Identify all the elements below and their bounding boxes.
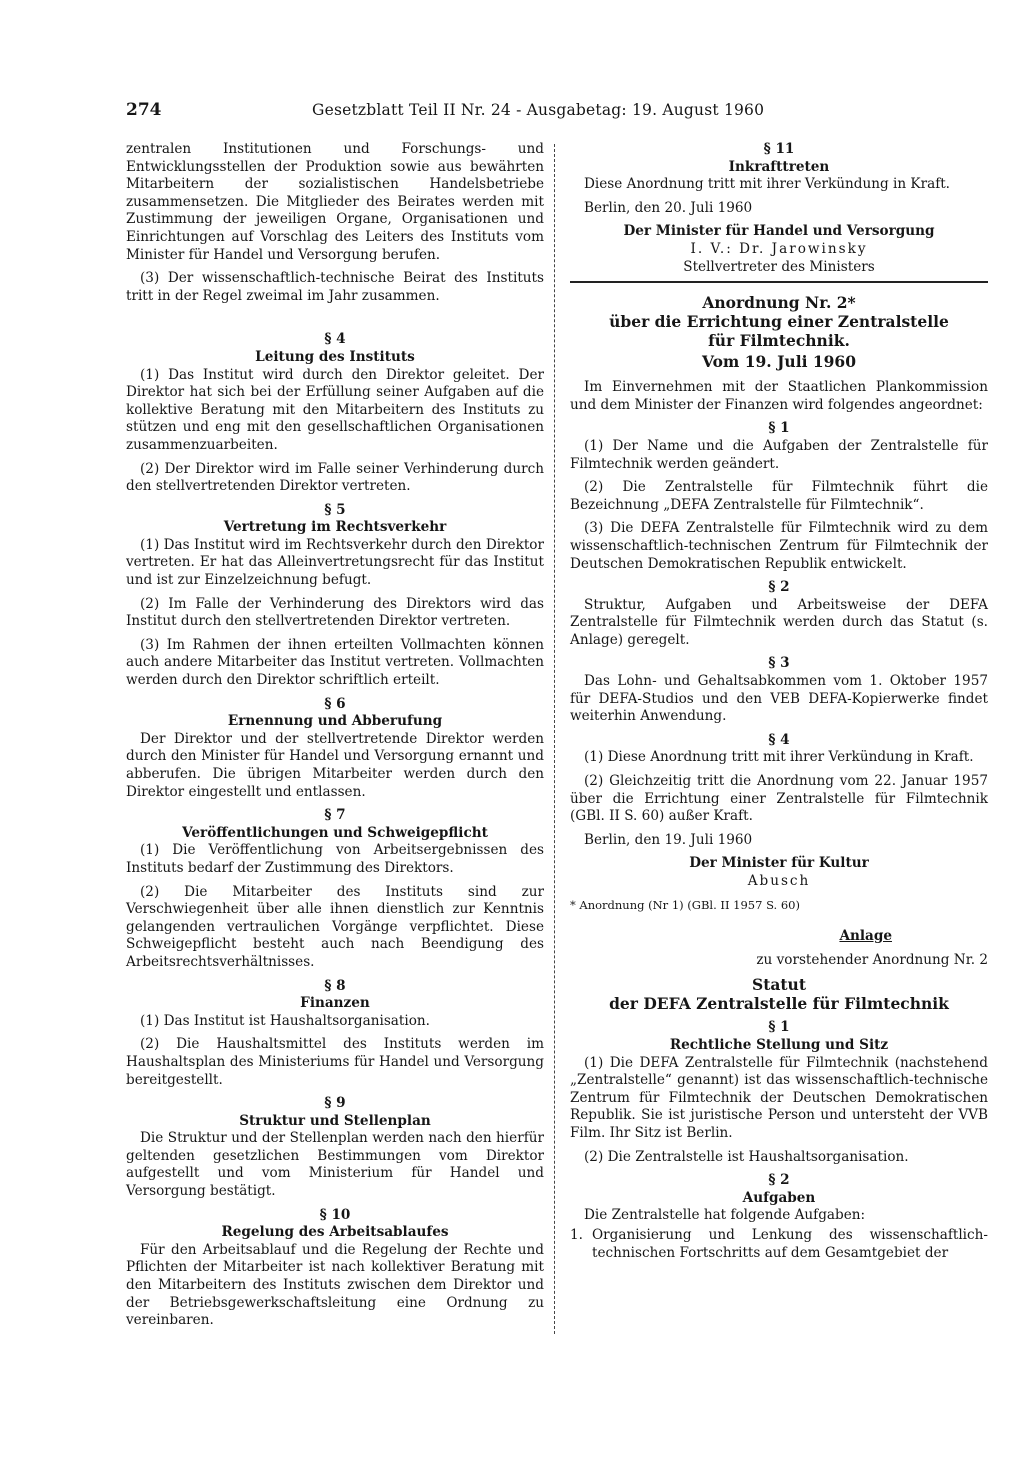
paragraph: Für den Arbeitsablauf und die Regelung der Rechte und Pflichten der Mitarbeiter ist nach kollektiver Beratung mit den Mitarbeitern des Instituts zwischen dem Direktor und der Betriebsgewerkschaftsleitung eine Ordnung zu vereinbaren. [126, 1241, 544, 1329]
column-divider [554, 144, 555, 1334]
section-heading: Ernennung und Abberufung [227, 713, 443, 730]
list-number: 1. [570, 1226, 583, 1243]
paragraph: (2) Im Falle der Verhinderung des Direktors wird das Institut durch den stellvertretenden Direktor vertreten. [126, 595, 544, 630]
paragraph: Das Lohn- und Gehaltsabkommen vom 1. Oktober 1957 für DEFA-Studios und den VEB DEFA-Kopierwerke findet weiterhin Anwendung. [570, 673, 988, 725]
paragraph: (3) Die DEFA Zentralstelle für Filmtechnik wird zu dem wissenschaftlich-technischen Zentrum für Filmtechnik der Deutschen Demokratischen Republik entwickelt. [570, 520, 988, 572]
place-date: Berlin, den 20. Juli 1960 [584, 199, 753, 216]
paragraph: (1) Der Name und die Aufgaben der Zentralstelle für Filmtechnik werden geändert. [570, 437, 988, 472]
paragraph: (1) Das Institut wird durch den Direktor geleitet. Der Direktor hat sich bei der Erfüllung seiner Aufgaben auf die kollektive Beratung mit den Mitarbeitern des Instituts zu stützen und eng mit den gesellschaftlichen Organisationen zusammenzuarbeiten. [126, 366, 544, 453]
page-header [126, 100, 986, 124]
signatory: I. V.: Dr. Jarowinsky [690, 240, 868, 257]
section-heading: Rechtliche Stellung und Sitz [669, 1036, 889, 1053]
paragraph: (2) Die Zentralstelle für Filmtechnik führt die Bezeichnung „DEFA Zentralstelle für Filmtechnik“. [570, 479, 988, 513]
statute-title: der DEFA Zentralstelle für Filmtechnik [609, 994, 949, 1014]
section-number: § 3 [768, 655, 790, 672]
paragraph: (2) Die Haushaltsmittel des Instituts werden im Haushaltsplan des Ministeriums für Handel und Versorgung bereitgestellt. [126, 1036, 544, 1088]
paragraph: (1) Die Veröffentlichung von Arbeitsergebnissen des Instituts bedarf der Zustimmung des Direktors. [126, 842, 544, 876]
paragraph: (3) Im Rahmen der ihnen erteilten Vollmachten können auch andere Mitarbeiter das Institut vertreten. Vollmachten werden durch den Direktor schriftlich erteilt. [126, 636, 544, 689]
section-number: § 4 [324, 331, 346, 348]
spacer [126, 311, 544, 325]
signatory-title: Stellvertreter des Ministers [683, 258, 875, 275]
running-title: Gesetzblatt Teil II Nr. 24 - Ausgabetag: 19. August 1960 [312, 101, 765, 119]
section-number: § 1 [768, 1019, 790, 1036]
place-date: Berlin, den 19. Juli 1960 [584, 831, 753, 848]
paragraph: (2) Der Direktor wird im Falle seiner Verhinderung durch den stellvertretenden Direktor vertreten. [126, 460, 544, 495]
paragraph: Diese Anordnung tritt mit ihrer Verkündung in Kraft. [584, 176, 951, 193]
right-column [570, 141, 988, 1262]
preamble: Im Einvernehmen mit der Staatlichen Plankommission und dem Minister der Finanzen wird folgendes angeordnet: [570, 379, 988, 413]
annex-subtitle: zu vorstehender Anordnung Nr. 2 [756, 951, 988, 968]
section-heading: Aufgaben [742, 1189, 816, 1206]
paragraph: Die Zentralstelle hat folgende Aufgaben: [584, 1207, 866, 1224]
list-text: Organisierung und Lenkung des wissenschaftlich-technischen Fortschritts auf dem Gesamtgebiet der [592, 1226, 988, 1261]
section-number: § 7 [324, 807, 346, 824]
section-rule [570, 281, 988, 283]
page-number: 274 [126, 100, 162, 120]
minister-title: Der Minister für Handel und Versorgung [623, 223, 935, 240]
section-heading: Leitung des Instituts [255, 348, 415, 365]
signatory: Abusch [747, 873, 811, 889]
list-item [570, 1227, 988, 1262]
paragraph: (2) Die Mitarbeiter des Instituts sind zur Verschwiegenheit über alle ihnen dienstlich zur Kenntnis gelangenden vertraulichen Vorgänge verpflichtet. Diese Schweigepflicht besteht auch nach Beendigung des Arbeitsrechtsverhältnisses. [126, 883, 544, 970]
section-number: § 8 [324, 977, 346, 994]
section-number: § 9 [324, 1095, 346, 1112]
section-heading: Finanzen [300, 995, 370, 1012]
statute-title: Statut [752, 975, 806, 995]
ordinance-title: über die Errichtung einer Zentralstelle [609, 312, 949, 332]
paragraph: Die Struktur und der Stellenplan werden nach den hierfür geltenden gesetzlichen Bestimmungen vom Direktor aufgestellt und vom Ministerium für Handel und Versorgung bestätigt. [126, 1130, 544, 1200]
ordinance-date: Vom 19. Juli 1960 [701, 352, 857, 372]
section-number: § 10 [319, 1206, 351, 1223]
left-column [126, 141, 544, 1336]
section-heading: Vertretung im Rechtsverkehr [223, 519, 447, 536]
paragraph: Struktur, Aufgaben und Arbeitsweise der DEFA Zentralstelle für Filmtechnik werden durch das Statut (s. Anlage) geregelt. [570, 596, 988, 648]
paragraph: (1) Das Institut ist Haushaltsorganisation. [140, 1012, 430, 1029]
ordinance-title: Anordnung Nr. 2* [702, 293, 856, 313]
section-number: § 2 [768, 1172, 790, 1189]
section-number: § 4 [768, 731, 790, 748]
paragraph: (1) Das Institut wird im Rechtsverkehr durch den Direktor vertreten. Er hat das Alleinvertretungsrecht für das Institut und ist zur Einzelzeichnung befugt. [126, 536, 544, 589]
minister-title: Der Minister für Kultur [689, 855, 869, 872]
paragraph: (3) Der wissenschaftlich-technische Beirat des Instituts tritt in der Regel zweimal im Jahr zusammen. [126, 270, 544, 304]
section-heading: Inkrafttreten [728, 158, 830, 175]
ordinance-title: für Filmtechnik. [708, 331, 850, 351]
section-number: § 11 [763, 141, 795, 157]
section-number: § 5 [324, 501, 346, 518]
paragraph: (1) Diese Anordnung tritt mit ihrer Verkündung in Kraft. [584, 749, 974, 766]
paragraph: (2) Gleichzeitig tritt die Anordnung vom 22. Januar 1957 über die Errichtung einer Zentralstelle für Filmtechnik (GBl. II S. 60) außer Kraft. [570, 773, 988, 825]
section-number: § 6 [324, 695, 346, 712]
paragraph: (1) Die DEFA Zentralstelle für Filmtechnik (nachstehend „Zentralstelle“ genannt) ist das wissenschaftlich-technische Zentrum für Filmtechnik der Deutschen Demokratischen Republik. Sie ist juristische Person und untersteht der VVB Film. Ihr Sitz ist Berlin. [570, 1054, 988, 1141]
section-number: § 2 [768, 579, 790, 596]
continued-paragraph: zentralen Institutionen und Forschungs- und Entwicklungsstellen der Produktion sowie aus bewährten Mitarbeitern der sozialistischen Handelsbetriebe zusammensetzen. Die Mitglieder des Beirates werden mit Zustimmung der jeweiligen Organe, Organisationen und Einrichtungen auf Vorschlag des Leiters des Instituts vom Minister für Handel und Versorgung berufen. [126, 141, 544, 263]
paragraph: (2) Die Zentralstelle ist Haushaltsorganisation. [584, 1148, 909, 1165]
section-heading: Regelung des Arbeitsablaufes [221, 1224, 449, 1241]
footnote: * Anordnung (Nr 1) (GBl. II 1957 S. 60) [570, 897, 800, 912]
section-number: § 1 [768, 420, 790, 437]
section-heading: Veröffentlichungen und Schweigepflicht [182, 824, 488, 841]
section-heading: Struktur und Stellenplan [239, 1112, 431, 1129]
paragraph: Der Direktor und der stellvertretende Direktor werden durch den Minister für Handel und Versorgung ernannt und abberufen. Die übrigen Mitarbeiter werden durch den Direktor eingestellt und entlassen. [126, 730, 544, 800]
annex-label: Anlage [839, 928, 892, 945]
